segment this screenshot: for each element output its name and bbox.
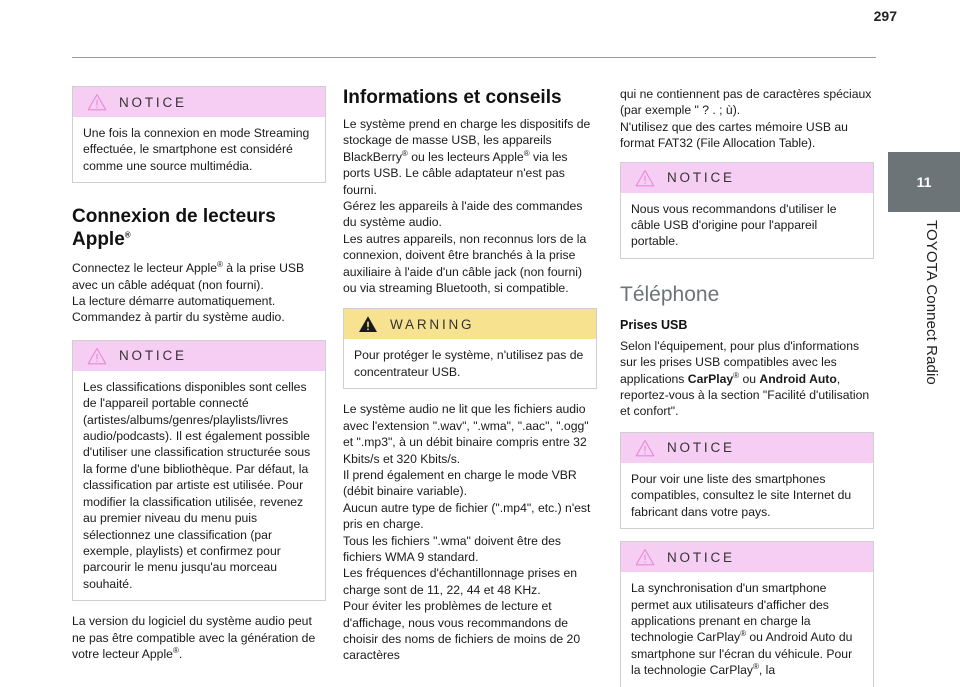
column-3 [620,86,874,687]
notice-icon [635,439,655,457]
column-1 [72,86,326,662]
page-number: 297 [873,8,897,24]
notice-header [73,341,325,371]
paragraph: qui ne contiennent pas de caractères spéciaux (par exemple " ? . ; ù). N'utilisez que des cartes mémoire USB au format FAT32 (File Allocation Table). [620,87,872,151]
column-2 [343,86,597,664]
notice-header [73,87,325,117]
paragraph: Le système audio ne lit que les fichiers audio avec l'extension ".wav", ".wma", ".aac", ".ogg" et ".mp3", à un débit binaire compris entre 32 Kbits/s et 320 Kbits/s. Il prend également en charge le mode VBR (débit binaire variable). Aucun autre type de fichier (".mp4", etc.) n'est pris en charge. Tous les fichiers ".wma" doivent être des fichiers WMA 9 standard. Les fréquences d'échantillonnage prises en charge sont de 11, 22, 44 et 48 KHz. Pour éviter les problèmes de lecture et d'affichage, nous vous recommandons de choisir des noms de fichiers de moins de 20 caractères [343,402,591,663]
notice-text: Pour voir une liste des smartphones compatibles, consultez le site Internet du fabricant dans votre pays. [631,471,852,519]
top-rule [72,57,876,58]
warning-box [343,308,597,389]
notice-text: Les classifications disponibles sont celles de l'appareil portable connecté (artistes/albums/genres/playlists/livres audio/podcasts). Il est également possible d'utiliser une classification structurée sous la forme d'une bibliothèque. Par défaut, la classification par artiste est utilisée. Pour modifier la classification utilisée, revenez au premier niveau du menu puis sélectionnez une classification (par exemple, playlists) et confirmez pour parcourir le menu jusqu'au morceau souhaité. [83,379,311,591]
chapter-title: TOYOTA Connect Radio [923,220,940,385]
notice-header [621,542,873,572]
section-heading: Informations et conseils [343,87,562,108]
notice-title: NOTICE [667,549,735,565]
warning-title: WARNING [390,316,475,332]
notice-title: NOTICE [667,170,735,186]
notice-box [620,162,874,259]
section-heading: Connexion de lecteurs Apple® [72,206,276,251]
notice-text: Une fois la connexion en mode Streaming effectuée, le smartphone est considéré comme une source multimédia. [83,126,310,173]
section-heading: Téléphone [620,282,720,306]
paragraph: La version du logiciel du système audio peut ne pas être compatible avec la génération de votre lecteur Apple®. [72,614,316,661]
warning-header [344,309,596,339]
notice-header [621,433,873,463]
notice-icon [635,548,655,566]
paragraph: Selon l'équipement, pour plus d'informations sur les prises USB compatibles avec les applications CarPlay® ou Android Auto, reportez-vous à la section "Facilité d'utilisation et confort". [620,338,870,419]
notice-box [72,86,326,183]
warning-icon [358,315,378,333]
notice-title: NOTICE [667,440,735,456]
paragraph: Connectez le lecteur Apple® à la prise USB avec un câble adéquat (non fourni). La lecture démarre automatiquement. Commandez à partir du système audio. [72,260,305,325]
notice-box [620,541,874,686]
notice-text: Nous vous recommandons d'utiliser le câble USB d'origine pour l'appareil portable. [631,201,837,249]
notice-header [621,163,873,193]
notice-icon [87,347,107,365]
sub-heading: Prises USB [620,317,688,332]
notice-icon [635,169,655,187]
chapter-tab: 11 [888,152,960,212]
notice-title: NOTICE [119,348,187,364]
notice-box [620,432,874,529]
notice-icon [87,93,107,111]
notice-box [72,340,326,601]
notice-text: La synchronisation d'un smartphone permet aux utilisateurs d'afficher des applications prenant en charge la technologie CarPlay® ou Android Auto du smartphone sur l'écran du véhicule. Pour la technologie CarPlay®, la [631,581,853,678]
paragraph: Le système prend en charge les dispositifs de stockage de masse USB, les appareils BlackBerry® ou les lecteurs Apple® via les ports USB. Le câble adaptateur n'est pas fourni. Gérez les appareils à l'aide des commandes du système audio. Les autres appareils, non reconnus lors de la connexion, doivent être branchés à la prise auxiliaire à l'aide d'un câble jack (non fourni) ou via streaming Bluetooth, si compatible. [343,117,591,296]
notice-title: NOTICE [119,94,187,110]
warning-text: Pour protéger le système, n'utilisez pas de concentrateur USB. [354,348,584,379]
